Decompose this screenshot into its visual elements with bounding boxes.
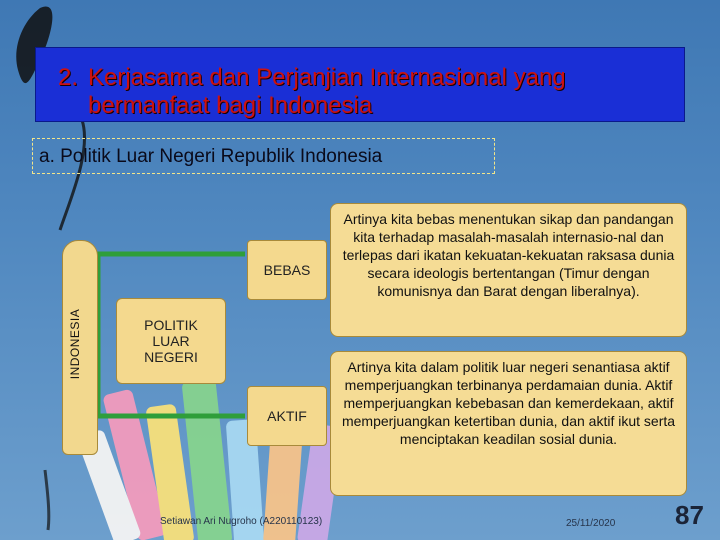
connector-to-bebas: [98, 254, 245, 298]
footer-author: Setiawan Ari Nugroho (A220110123): [160, 516, 323, 527]
page-number: 87: [675, 500, 704, 530]
footer-date: 25/11/2020: [566, 518, 616, 529]
aktif-description: Artinya kita dalam politik luar negeri senantiasa aktif memperjuangkan terbinanya perdamaian dunia. Aktif memperjuangkan kebebasan dan kemerdekaan, aktif memperjuangkan ketertiban dunia, dan aktif ikut serta menciptakan keadilan sosial dunia.: [330, 351, 687, 496]
center-box-line-1: POLITIK: [144, 317, 198, 333]
aktif-label: AKTIF: [267, 408, 307, 424]
bebas-label: BEBAS: [263, 262, 311, 278]
politik-luar-negeri-box: [116, 298, 226, 384]
indonesia-side-bar: [62, 240, 98, 455]
title-number: 2.: [58, 64, 79, 91]
center-box-line-2: LUAR: [152, 333, 190, 349]
center-box-label: [117, 317, 225, 365]
center-box-line-3: NEGERI: [144, 349, 198, 365]
aktif-node: [247, 386, 327, 446]
title-line-1: Kerjasama dan Perjanjian Internasional yang: [88, 64, 566, 91]
connector-to-aktif: [98, 384, 245, 416]
bebas-node: [247, 240, 327, 300]
side-bar-label: INDONESIA: [68, 308, 82, 380]
title-line-2: bermanfaat bagi Indonesia: [88, 92, 373, 119]
subtitle-text: a. Politik Luar Negeri Republik Indonesia: [39, 146, 383, 167]
bebas-description: Artinya kita bebas menentukan sikap dan pandangan kita terhadap masalah-masalah internasio-nal dan terlepas dari ikatan kekuatan-kekuatan raksasa dunia secara ideologis bertentangan (Timur dengan komunisnya dan Barat dengan liberalnya).: [330, 203, 687, 337]
